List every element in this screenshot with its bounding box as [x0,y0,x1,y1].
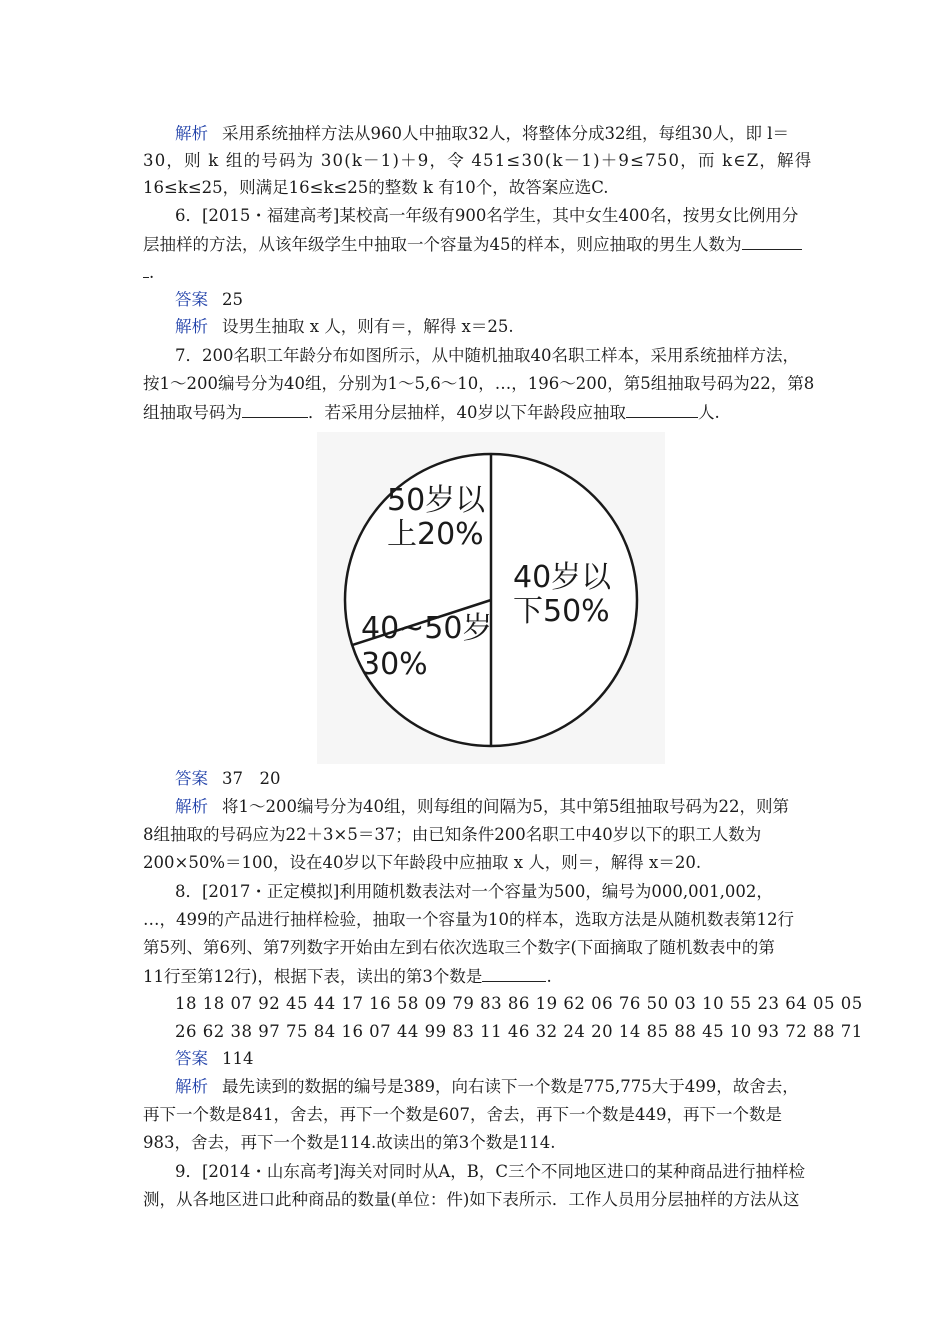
random-table-row-12: 26 62 38 97 75 84 16 07 44 99 83 11 46 32 24 20 14 85 88 45 10 93 72 88 71 [175,1022,863,1041]
answer-blank [626,401,698,418]
q8-analysis-line-2: 再下一个数是841，舍去，再下一个数是607，舍去，再下一个数是449，再下一个数是 [143,1105,782,1124]
slice-label-40to50-line1: 40~50岁 [361,611,493,646]
q6-stem-line-3: . [143,261,154,284]
q8-stem-line-1: 8．[2017・正定模拟]利用随机数表法对一个容量为500，编号为000,001,002， [175,882,773,901]
q7-analysis-line-1: 解析 将1～200编号分为40组，则每组的间隔为5，其中第5组抽取号码为22，则第 [175,797,789,816]
answer-label: 答案 [175,1049,208,1068]
q7-analysis-line-2: 8组抽取的号码应为22＋3×5＝37；由已知条件200名职工中40岁以下的职工人数为 [143,825,762,844]
slice-label-over50-line2: 上20% [387,517,484,552]
q8-answer: 答案 114 [175,1049,254,1068]
q5-analysis-line-1: 解析 采用系统抽样方法从960人中抽取32人，将整体分成32组，每组30人，即 l＝ [175,124,790,143]
q7-stem-line-2: 按1～200编号分为40组，分别为1～5,6～10，…，196～200，第5组抽取号码为22，第8 [143,374,815,393]
q8-analysis-line-1: 解析 最先读到的数据的编号是389，向右读下一个数是775,775大于499，故舍去， [175,1077,799,1096]
random-table-row-11: 18 18 07 92 45 44 17 16 58 09 79 83 86 19 62 06 76 50 03 10 55 23 64 05 05 [175,994,863,1013]
analysis-label: 解析 [175,317,208,336]
slice-label-under40-line1: 40岁以 [513,560,612,595]
slice-label-under40-line2: 下50% [513,594,610,629]
q8-analysis-line-3: 983，舍去，再下一个数是114.故读出的第3个数是114. [143,1133,556,1152]
age-distribution-pie-chart [317,432,665,764]
q7-stem-line-3: 组抽取号码为 ．若采用分层抽样，40岁以下年龄段应抽取 人. [143,403,720,422]
q7-answer: 答案 37 20 [175,769,281,788]
q5-analysis-line-2: 30，则 k 组的号码为 30(k－1)＋9，令 451≤30(k－1)＋9≤750，而 k∈Z，解得 [143,151,813,170]
q8-stem-line-3: 第5列、第6列、第7列数字开始由左到右依次选取三个数字(下面摘取了随机数表中的第 [143,938,775,957]
q6-answer: 答案 25 [175,290,243,309]
q6-stem-line-2: 层抽样的方法，从该年级学生中抽取一个容量为45的样本，则应抽取的男生人数为 [143,233,802,256]
q5-analysis-line-3: 16≤k≤25，则满足16≤k≤25的整数 k 有10个，故答案应选C. [143,178,609,197]
slice-label-over50-line1: 50岁以 [387,483,486,518]
answer-blank [482,965,546,982]
analysis-label: 解析 [175,1077,208,1096]
q8-stem-line-4: 11行至第12行)，根据下表，读出的第3个数是 . [143,967,552,986]
q8-stem-line-2: …，499的产品进行抽样检验，抽取一个容量为10的样本，选取方法是从随机数表第12行 [143,910,794,929]
answer-label: 答案 [175,290,208,309]
slice-label-40to50-line2: 30% [361,647,428,682]
analysis-label: 解析 [175,124,208,143]
answer-blank [742,233,802,250]
q6-stem-line-1: 6．[2015・福建高考]某校高一年级有900名学生，其中女生400名，按男女比例用分 [175,206,799,225]
answer-blank [242,401,308,418]
q7-analysis-line-3: 200×50%＝100，设在40岁以下年龄段中应抽取 x 人，则＝，解得 x＝20. [143,853,702,872]
q6-analysis: 解析 设男生抽取 x 人，则有＝，解得 x＝25. [175,317,514,336]
q9-stem-line-1: 9．[2014・山东高考]海关对同时从A，B，C三个不同地区进口的某种商品进行抽样检 [175,1162,806,1181]
answer-label: 答案 [175,769,208,788]
q7-stem-line-1: 7．200名职工年龄分布如图所示，从中随机抽取40名职工样本，采用系统抽样方法， [175,346,799,365]
analysis-label: 解析 [175,797,208,816]
q9-stem-line-2: 测，从各地区进口此种商品的数量(单位：件)如下表所示．工作人员用分层抽样的方法从这 [143,1190,800,1209]
